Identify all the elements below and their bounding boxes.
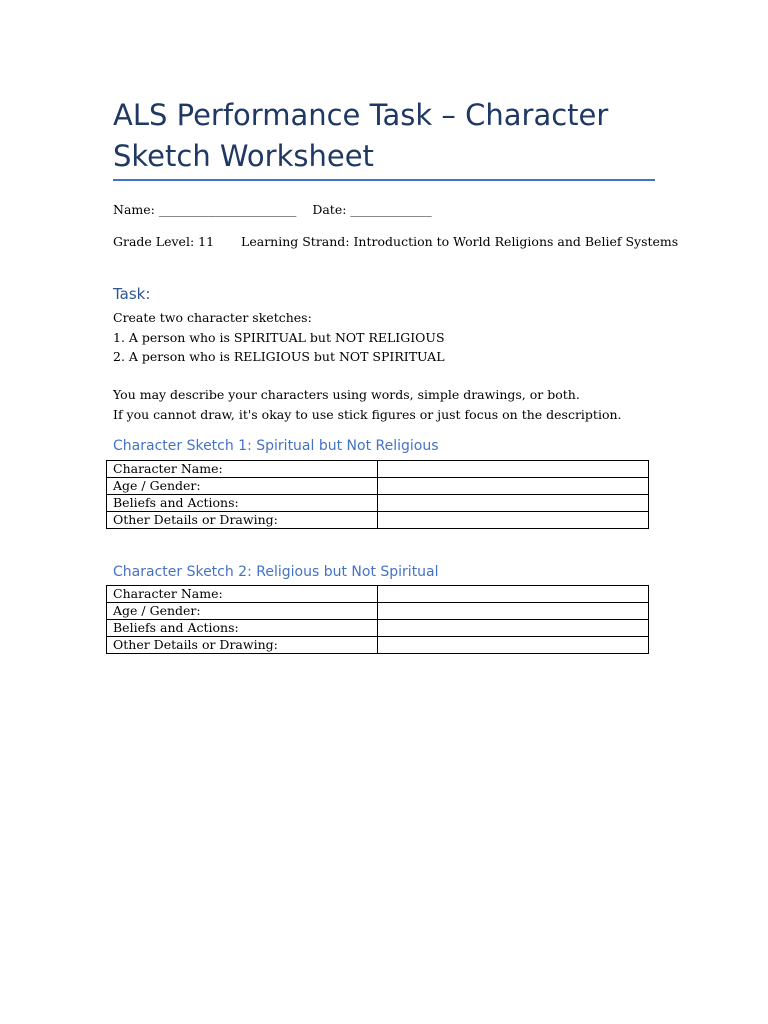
other-details-field[interactable] [378, 512, 649, 529]
character-name-field[interactable] [378, 586, 649, 603]
row-label: Beliefs and Actions: [107, 495, 378, 512]
task-line: Create two character sketches: [113, 310, 312, 325]
row-label: Other Details or Drawing: [107, 512, 378, 529]
character-name-field[interactable] [378, 461, 649, 478]
sketch-2-table [106, 585, 649, 654]
task-heading: Task: [113, 285, 151, 303]
row-label: Age / Gender: [107, 603, 378, 620]
name-field[interactable]: Name: ______________________ [113, 202, 297, 217]
table-row [107, 512, 649, 529]
grade-level: Grade Level: 11 [113, 234, 215, 249]
table-row [107, 637, 649, 654]
row-label: Character Name: [107, 461, 378, 478]
row-label: Beliefs and Actions: [107, 620, 378, 637]
row-label: Age / Gender: [107, 478, 378, 495]
age-gender-field[interactable] [378, 478, 649, 495]
note-line: You may describe your characters using words, simple drawings, or both. [113, 387, 580, 402]
table-row [107, 478, 649, 495]
row-label: Character Name: [107, 586, 378, 603]
task-notes [113, 385, 622, 424]
learning-strand: Learning Strand: Introduction to World Religions and Belief Systems [241, 234, 679, 249]
task-instructions [113, 308, 445, 367]
other-details-field[interactable] [378, 637, 649, 654]
task-line: 1. A person who is SPIRITUAL but NOT RELIGIOUS [113, 329, 445, 345]
date-field[interactable]: Date: _____________ [312, 202, 432, 217]
table-row [107, 603, 649, 620]
table-row [107, 586, 649, 603]
name-date-line [113, 202, 432, 218]
sketch-1-heading: Character Sketch 1: Spiritual but Not Religious [113, 438, 439, 454]
beliefs-actions-field[interactable] [378, 495, 649, 512]
note-line: If you cannot draw, it's okay to use stick figures or just focus on the description. [113, 406, 622, 422]
sketch-1-table [106, 460, 649, 529]
table-row [107, 620, 649, 637]
sketch-2-heading: Character Sketch 2: Religious but Not Spiritual [113, 564, 439, 580]
grade-strand-line [113, 234, 678, 250]
task-line: 2. A person who is RELIGIOUS but NOT SPIRITUAL [113, 349, 445, 364]
table-row [107, 461, 649, 478]
row-label: Other Details or Drawing: [107, 637, 378, 654]
table-row [107, 495, 649, 512]
beliefs-actions-field[interactable] [378, 620, 649, 637]
title-divider [113, 179, 655, 181]
age-gender-field[interactable] [378, 603, 649, 620]
page-title: ALS Performance Task – Character Sketch Worksheet [113, 98, 609, 173]
